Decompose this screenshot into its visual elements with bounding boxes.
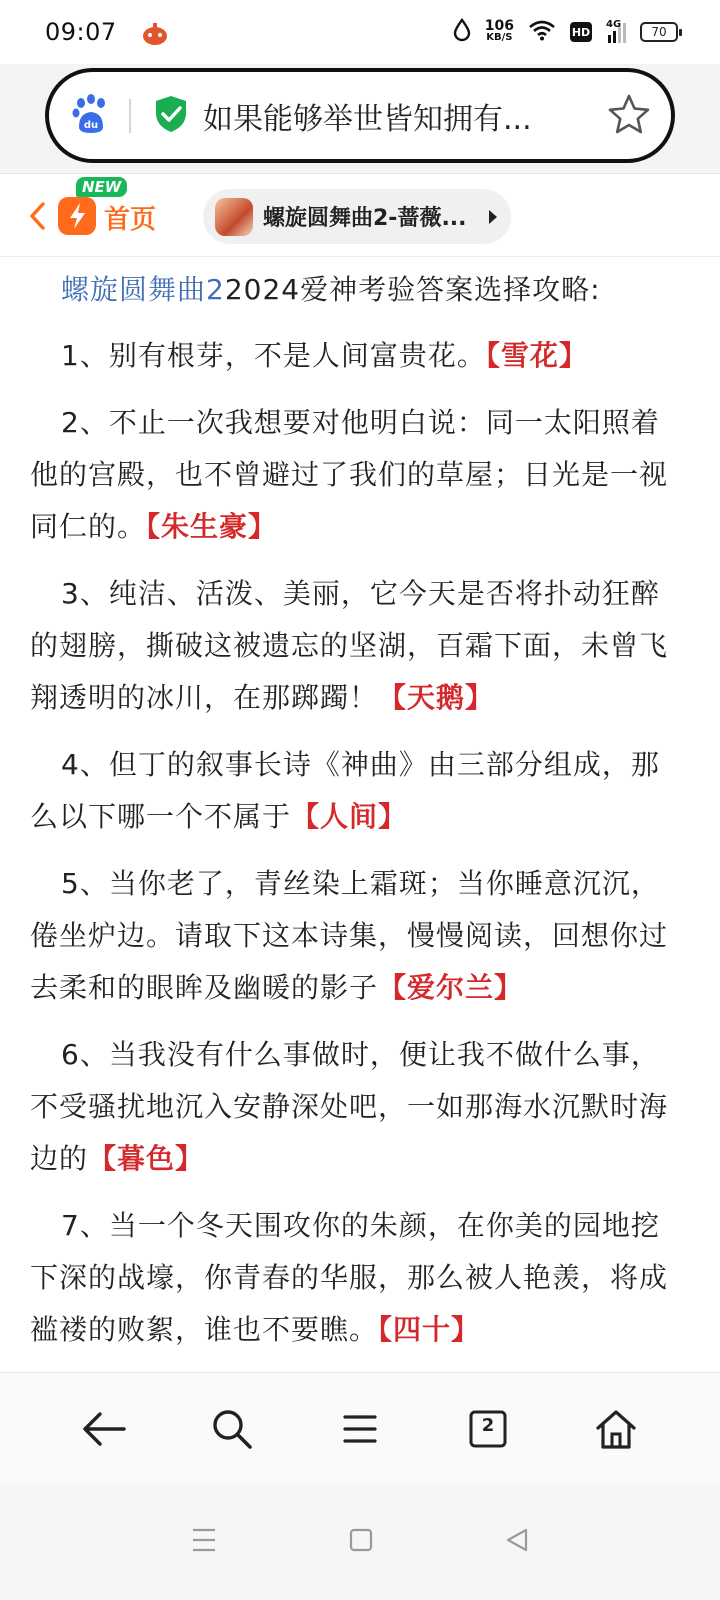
answer-text: 【人间】 bbox=[291, 800, 408, 833]
status-time: 09:07 bbox=[45, 18, 117, 46]
page-title[interactable]: 如果能够举世皆知拥有... bbox=[203, 101, 532, 137]
system-navigation-bar bbox=[0, 1484, 720, 1600]
answer-text: 【雪花】 bbox=[485, 339, 588, 372]
game-pill-label: 螺旋圆舞曲2-蔷薇... bbox=[263, 206, 467, 231]
address-bar[interactable] bbox=[45, 68, 675, 163]
article-intro bbox=[30, 264, 680, 316]
new-badge: NEW bbox=[76, 177, 127, 197]
qa-item bbox=[30, 739, 680, 843]
game-pill[interactable] bbox=[203, 189, 511, 244]
qa-item bbox=[30, 397, 680, 553]
question-text: 5、当你老了，青丝染上霜斑；当你睡意沉沉，倦坐炉边。请取下这本诗集，慢慢阅读，回想你过去柔和的眼眸及幽暖的影子 bbox=[30, 867, 669, 1004]
tabs-button[interactable] bbox=[456, 1397, 520, 1461]
answer-text: 【爱尔兰】 bbox=[378, 971, 524, 1004]
notification-app-icon bbox=[141, 20, 169, 44]
bookmark-star-icon[interactable] bbox=[607, 93, 651, 139]
water-drop-icon bbox=[453, 18, 471, 46]
recent-apps-icon[interactable] bbox=[190, 1527, 218, 1557]
question-text: 7、当一个冬天围攻你的朱颜，在你美的园地挖下深的战壕，你青春的华服，那么被人艳羡，将成褴褛的败絮，谁也不要瞧。 bbox=[30, 1209, 669, 1346]
browser-toolbar bbox=[0, 1372, 720, 1484]
net-speed bbox=[485, 20, 514, 44]
security-shield-icon[interactable] bbox=[153, 94, 189, 138]
qa-item bbox=[30, 330, 680, 382]
home-icon[interactable] bbox=[584, 1397, 648, 1461]
battery-indicator: 70 bbox=[640, 22, 678, 42]
back-chevron-icon[interactable] bbox=[28, 200, 48, 236]
answer-text: 【四十】 bbox=[378, 1313, 481, 1346]
answer-text: 【朱生豪】 bbox=[146, 510, 278, 543]
home-link[interactable]: 首页 bbox=[104, 205, 157, 235]
back-arrow-icon[interactable] bbox=[72, 1397, 136, 1461]
search-icon[interactable] bbox=[200, 1397, 264, 1461]
article-body bbox=[30, 258, 680, 1370]
home-app-icon[interactable] bbox=[58, 197, 96, 235]
cellular-signal-icon bbox=[606, 21, 626, 43]
qa-item bbox=[30, 1029, 680, 1185]
question-text: 4、但丁的叙事长诗《神曲》由三部分组成，那么以下哪一个不属于 bbox=[30, 748, 660, 833]
qa-item bbox=[30, 858, 680, 1014]
address-bar-area bbox=[0, 64, 720, 174]
net-speed-unit: KB/S bbox=[486, 32, 513, 43]
question-text: 1、别有根芽，不是人间富贵花。 bbox=[61, 339, 486, 372]
intro-text: 2024爱神考验答案选择攻略: bbox=[224, 273, 601, 306]
network-type-label: 4G bbox=[606, 19, 622, 30]
question-text: 6、当我没有什么事做时，便让我不做什么事，不受骚扰地沉入安静深处吧，一如那海水沉默时海边的 bbox=[30, 1038, 669, 1175]
menu-icon[interactable] bbox=[328, 1397, 392, 1461]
back-triangle-icon[interactable] bbox=[504, 1527, 530, 1557]
answer-text: 【暮色】 bbox=[88, 1142, 205, 1175]
qa-item bbox=[30, 568, 680, 724]
game-thumbnail bbox=[215, 198, 253, 236]
page-nav-row bbox=[0, 175, 720, 257]
baidu-paw-icon[interactable] bbox=[71, 93, 111, 139]
status-indicators bbox=[453, 18, 678, 46]
question-text: 2、不止一次我想要对他明白说：同一太阳照着他的宫殿，也不曾避过了我们的草屋；日光是一视同仁的。 bbox=[30, 406, 669, 543]
tab-count: 2 bbox=[481, 1414, 495, 1436]
svg-text:du: du bbox=[83, 119, 99, 131]
qa-item bbox=[30, 1200, 680, 1356]
net-speed-value: 106 bbox=[484, 18, 514, 34]
game-link[interactable]: 螺旋圆舞曲2 bbox=[61, 273, 225, 306]
answer-text: 【天鹅】 bbox=[378, 681, 495, 714]
play-arrow-icon bbox=[489, 210, 497, 224]
status-bar bbox=[0, 0, 720, 64]
address-divider bbox=[129, 99, 131, 133]
question-text: 3、纯洁、活泼、美丽，它今天是否将扑动狂醉的翅膀，撕破这被遗忘的坚湖，百霜下面，未曾飞翔透明的冰川，在那踯躅！ bbox=[30, 577, 669, 714]
hd-icon: HD bbox=[570, 22, 592, 42]
home-square-icon[interactable] bbox=[348, 1527, 374, 1557]
wifi-icon bbox=[528, 19, 556, 45]
